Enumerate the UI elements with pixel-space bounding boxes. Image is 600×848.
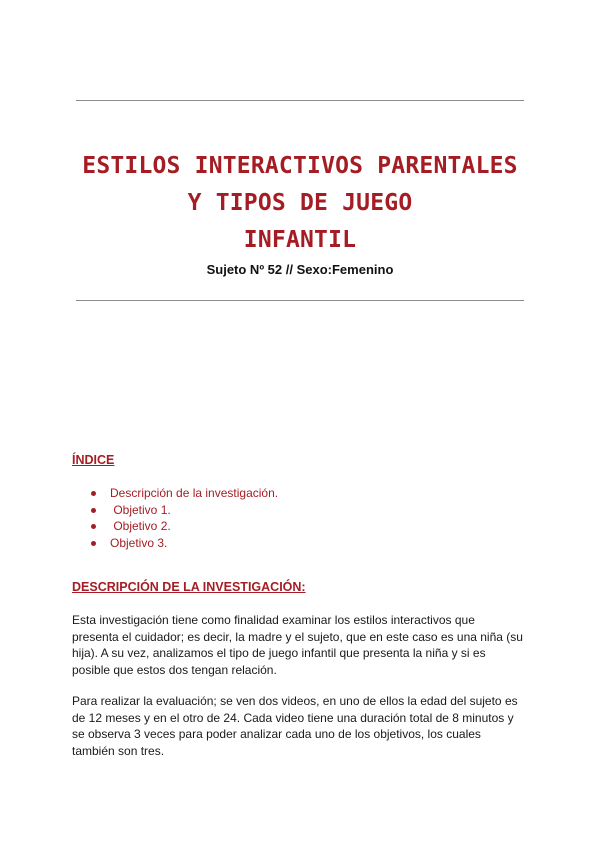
- index-item-label: Objetivo 3.: [110, 535, 168, 550]
- paragraph-line: también son tres.: [72, 743, 165, 758]
- document-title: [40, 148, 560, 259]
- title-line-1: ESTILOS INTERACTIVOS PARENTALES: [82, 153, 518, 179]
- description-paragraph-1: [72, 612, 532, 678]
- top-divider: [76, 100, 524, 101]
- title-line-2: Y TIPOS DE JUEGO: [187, 190, 413, 216]
- paragraph-line: posible que estos dos tengan relación.: [72, 662, 277, 677]
- paragraph-line: presenta el cuidador; es decir, la madre y el sujeto, que en este caso es una niña (su: [72, 629, 523, 644]
- bullet-icon: [91, 508, 96, 513]
- bullet-icon: [91, 541, 96, 546]
- bottom-divider: [76, 300, 524, 301]
- description-heading: DESCRIPCIÓN DE LA INVESTIGACIÓN:: [72, 580, 306, 594]
- index-item-label: Objetivo 2.: [110, 519, 171, 533]
- subject-subtitle: Sujeto Nº 52 // Sexo:Femenino: [206, 262, 394, 277]
- paragraph-line: se observa 3 veces para poder analizar cada uno de los objetivos, los cuales: [72, 727, 481, 741]
- paragraph-line: hija). A su vez, analizamos el tipo de juego infantil que presenta la niña y si es: [72, 646, 486, 660]
- bullet-icon: [91, 491, 96, 496]
- index-heading: ÍNDICE: [72, 453, 115, 467]
- title-line-3: INFANTIL: [243, 227, 357, 253]
- bullet-icon: [91, 524, 96, 529]
- index-item-label: Objetivo 1.: [110, 502, 171, 517]
- paragraph-line: Esta investigación tiene como finalidad examinar los estilos interactivos que: [72, 613, 475, 627]
- description-paragraph-2: [72, 693, 532, 759]
- index-item-label: Descripción de la investigación.: [110, 486, 279, 500]
- paragraph-line: Para realizar la evaluación; se ven dos videos, en uno de ellos la edad del sujeto es: [72, 694, 518, 708]
- paragraph-line: de 12 meses y en el otro de 24. Cada video tiene una duración total de 8 minutos y: [72, 710, 514, 725]
